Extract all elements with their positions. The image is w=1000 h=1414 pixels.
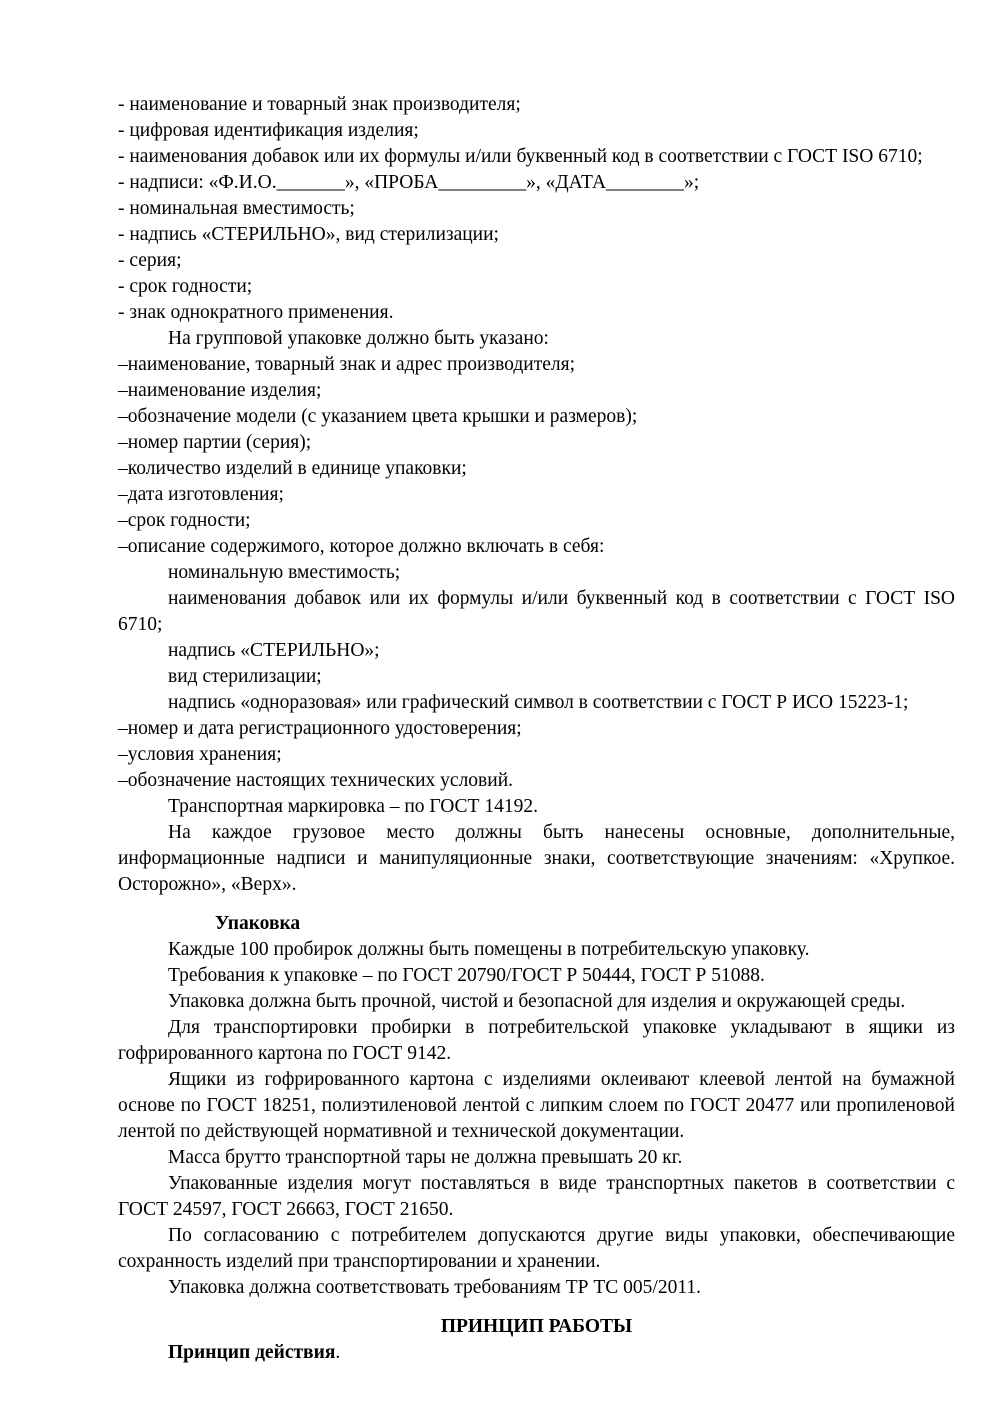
list-item-endash: –номер партии (серия);	[118, 432, 312, 453]
bold-lead-text: Принцип действия	[168, 1342, 336, 1363]
document-body	[118, 92, 955, 1366]
list-item-dash: - надписи: «Ф.И.О._______», «ПРОБА_________», «ДАТА________»;	[118, 172, 700, 193]
list-item-endash: –условия хранения;	[118, 744, 282, 765]
paragraph: Каждые 100 пробирок должны быть помещены в потребительскую упаковку.	[168, 939, 810, 960]
list-item-endash: –обозначение модели (с указанием цвета крышки и размеров);	[118, 406, 638, 427]
paragraph: Для транспортировки пробирки в потребительской упаковке укладывают в ящики из гофрированного картона по ГОСТ 9142.	[118, 1017, 955, 1064]
paragraph: Упаковка должна соответствовать требованиям ТР ТС 005/2011.	[168, 1277, 701, 1298]
paragraph: На каждое грузовое место должны быть нанесены основные, дополнительные, информационные надписи и манипуляционные знаки, соответствующие значениям: «Хрупкое. Осторожно», «Верх».	[118, 822, 955, 895]
section-heading-upakovka: Упаковка	[215, 913, 301, 934]
list-item-endash: –срок годности;	[118, 510, 251, 531]
paragraph: На групповой упаковке должно быть указано:	[168, 328, 549, 349]
sub-item: надпись «СТЕРИЛЬНО»;	[168, 640, 380, 661]
list-item-dash: - наименования добавок или их формулы и/или буквенный код в соответствии с ГОСТ ISO 6710;	[118, 146, 923, 167]
list-item-dash: - знак однократного применения.	[118, 302, 394, 323]
list-item-dash: - цифровая идентификация изделия;	[118, 120, 419, 141]
list-item-dash: - надпись «СТЕРИЛЬНО», вид стерилизации;	[118, 224, 499, 245]
paragraph: Упаковка должна быть прочной, чистой и безопасной для изделия и окружающей среды.	[168, 991, 906, 1012]
list-item-endash: –наименование изделия;	[118, 380, 322, 401]
paragraph: Масса брутто транспортной тары не должна превышать 20 кг.	[168, 1147, 683, 1168]
paragraph: Ящики из гофрированного картона с изделиями оклеивают клеевой лентой на бумажной основе по ГОСТ 18251, полиэтиленовой лентой с липким слоем по ГОСТ 20477 или пропиленовой лентой по действующей нормативной и технической документации.	[118, 1069, 955, 1142]
list-item-endash: –дата изготовления;	[118, 484, 284, 505]
paragraph: Требования к упаковке – по ГОСТ 20790/ГОСТ Р 50444, ГОСТ Р 51088.	[168, 965, 765, 986]
sub-item: наименования добавок или их формулы и/или буквенный код в соответствии с ГОСТ ISO 6710;	[118, 588, 955, 635]
list-item-endash: –номер и дата регистрационного удостоверения;	[118, 718, 522, 739]
list-item-dash: - номинальная вместимость;	[118, 198, 355, 219]
list-item-endash: –наименование, товарный знак и адрес производителя;	[118, 354, 575, 375]
list-item-endash: –описание содержимого, которое должно включать в себя:	[118, 536, 605, 557]
sub-item: надпись «одноразовая» или графический символ в соответствии с ГОСТ Р ИСО 15223-1;	[168, 692, 909, 713]
sub-item: номинальную вместимость;	[168, 562, 401, 583]
paragraph: По согласованию с потребителем допускаются другие виды упаковки, обеспечивающие сохранность изделий при транспортировании и хранении.	[118, 1225, 955, 1272]
list-item-endash: –количество изделий в единице упаковки;	[118, 458, 467, 479]
paragraph: Транспортная маркировка – по ГОСТ 14192.	[168, 796, 538, 817]
list-item-dash: - наименование и товарный знак производителя;	[118, 94, 521, 115]
chapter-heading-princip-raboty: ПРИНЦИП РАБОТЫ	[440, 1316, 633, 1337]
paragraph-bold-lead: Принцип действия.	[168, 1342, 341, 1363]
list-item-dash: - серия;	[118, 250, 182, 271]
sub-item: вид стерилизации;	[168, 666, 322, 687]
paragraph: Упакованные изделия могут поставляться в виде транспортных пакетов в соответствии с ГОСТ 24597, ГОСТ 26663, ГОСТ 21650.	[118, 1173, 955, 1220]
list-item-dash: - срок годности;	[118, 276, 253, 297]
list-item-endash: –обозначение настоящих технических условий.	[118, 770, 513, 791]
